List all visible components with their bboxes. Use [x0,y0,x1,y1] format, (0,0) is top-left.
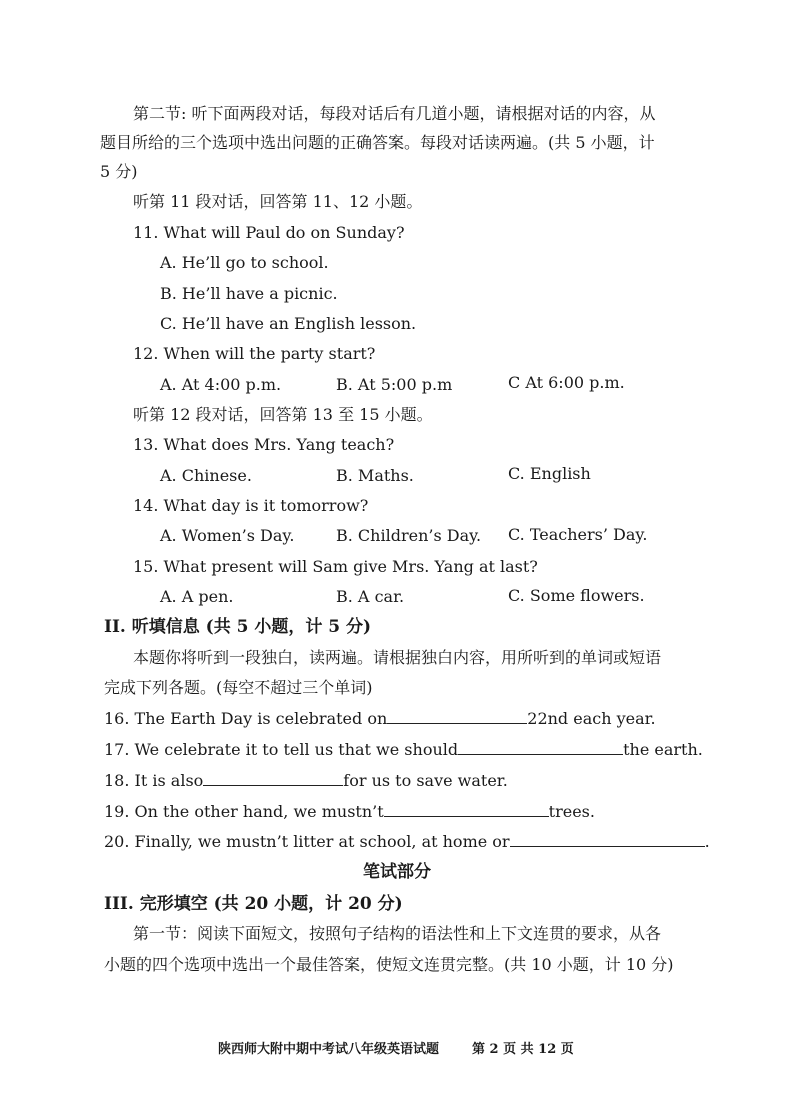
q13-option-a: A. Chinese. [160,466,252,485]
q11-option-b: B. He’ll have a picnic. [160,284,338,303]
fill-item-18-after: for us to save water. [343,771,508,790]
fill-item-18-before: 18. It is also [104,771,204,790]
fill-item-17 [104,740,703,760]
q14-option-c: C. Teachers’ Day. [508,525,648,544]
footer-page-number: 第 2 页 共 12 页 [472,1042,574,1057]
fill-item-16-before: 16. The Earth Day is celebrated on [104,709,388,728]
q12-option-b: B. At 5:00 p.m [336,375,453,394]
fill-item-16-after: 22nd each year. [527,709,656,728]
fill-item-20 [104,832,710,852]
part2-heading: 第二节: 听下面两段对话，每段对话后有几道小题，请根据对话的内容，从 [133,104,656,123]
fill-blank-17[interactable] [458,740,623,755]
q11-option-c: C. He’ll have an English lesson. [160,314,417,333]
fill-item-19-after: trees. [548,802,595,821]
section2-title: II. 听填信息 (共 5 小题，计 5 分) [104,617,372,637]
fill-item-20-after: . [704,832,710,851]
fill-item-16 [104,709,656,729]
fill-item-19-before: 19. On the other hand, we mustn’t [104,802,384,821]
dialog12-intro: 听第 12 段对话，回答第 13 至 15 小题。 [133,405,433,424]
fill-item-17-before: 17. We celebrate it to tell us that we should [104,740,459,759]
dialog11-intro: 听第 11 段对话，回答第 11、12 小题。 [133,192,423,211]
q15-option-b: B. A car. [336,587,405,606]
section3-title: III. 完形填空 (共 20 小题，计 20 分) [104,894,403,914]
q14-option-a: A. Women’s Day. [160,526,295,545]
part2-heading-end: 5 分) [100,162,138,181]
q12-option-a: A. At 4:00 p.m. [160,375,282,394]
part2-heading-cont: 题目所给的三个选项中选出问题的正确答案。每段对话读两遍。(共 5 小题，计 [100,133,655,152]
question-15: 15. What present will Sam give Mrs. Yang at last? [133,557,538,576]
q11-option-a: A. He’ll go to school. [160,253,329,272]
question-12: 12. When will the party start? [133,344,376,363]
q13-option-c: C. English [508,464,591,483]
fill-blank-19[interactable] [384,802,549,817]
section3-instruction-1: 第一节：阅读下面短文，按照句子结构的语法性和上下文连贯的要求，从各 [133,924,662,943]
question-14: 14. What day is it tomorrow? [133,496,369,515]
fill-blank-20[interactable] [510,832,705,847]
footer-school: 陕西师大附中期中考试八年级英语试题 [218,1042,440,1057]
q13-option-b: B. Maths. [336,466,414,485]
q12-option-c: C At 6:00 p.m. [508,373,625,392]
question-13: 13. What does Mrs. Yang teach? [133,435,395,454]
fill-item-19 [104,802,595,822]
section2-instruction-2: 完成下列各题。(每空不超过三个单词) [104,678,373,697]
q14-option-b: B. Children’s Day. [336,526,482,545]
fill-blank-16[interactable] [387,709,527,724]
section2-instruction-1: 本题你将听到一段独白，读两遍。请根据独白内容，用所听到的单词或短语 [133,648,662,667]
fill-item-18 [104,771,508,791]
written-part-title: 笔试部分 [363,862,431,882]
fill-item-20-before: 20. Finally, we mustn’t litter at school, at home or [104,832,510,851]
question-11: 11. What will Paul do on Sunday? [133,223,405,242]
fill-item-17-after: the earth. [623,740,703,759]
section3-instruction-2: 小题的四个选项中选出一个最佳答案，使短文连贯完整。(共 10 小题，计 10 分) [104,955,674,974]
q15-option-a: A. A pen. [160,587,234,606]
fill-blank-18[interactable] [203,771,343,786]
q15-option-c: C. Some flowers. [508,586,645,605]
